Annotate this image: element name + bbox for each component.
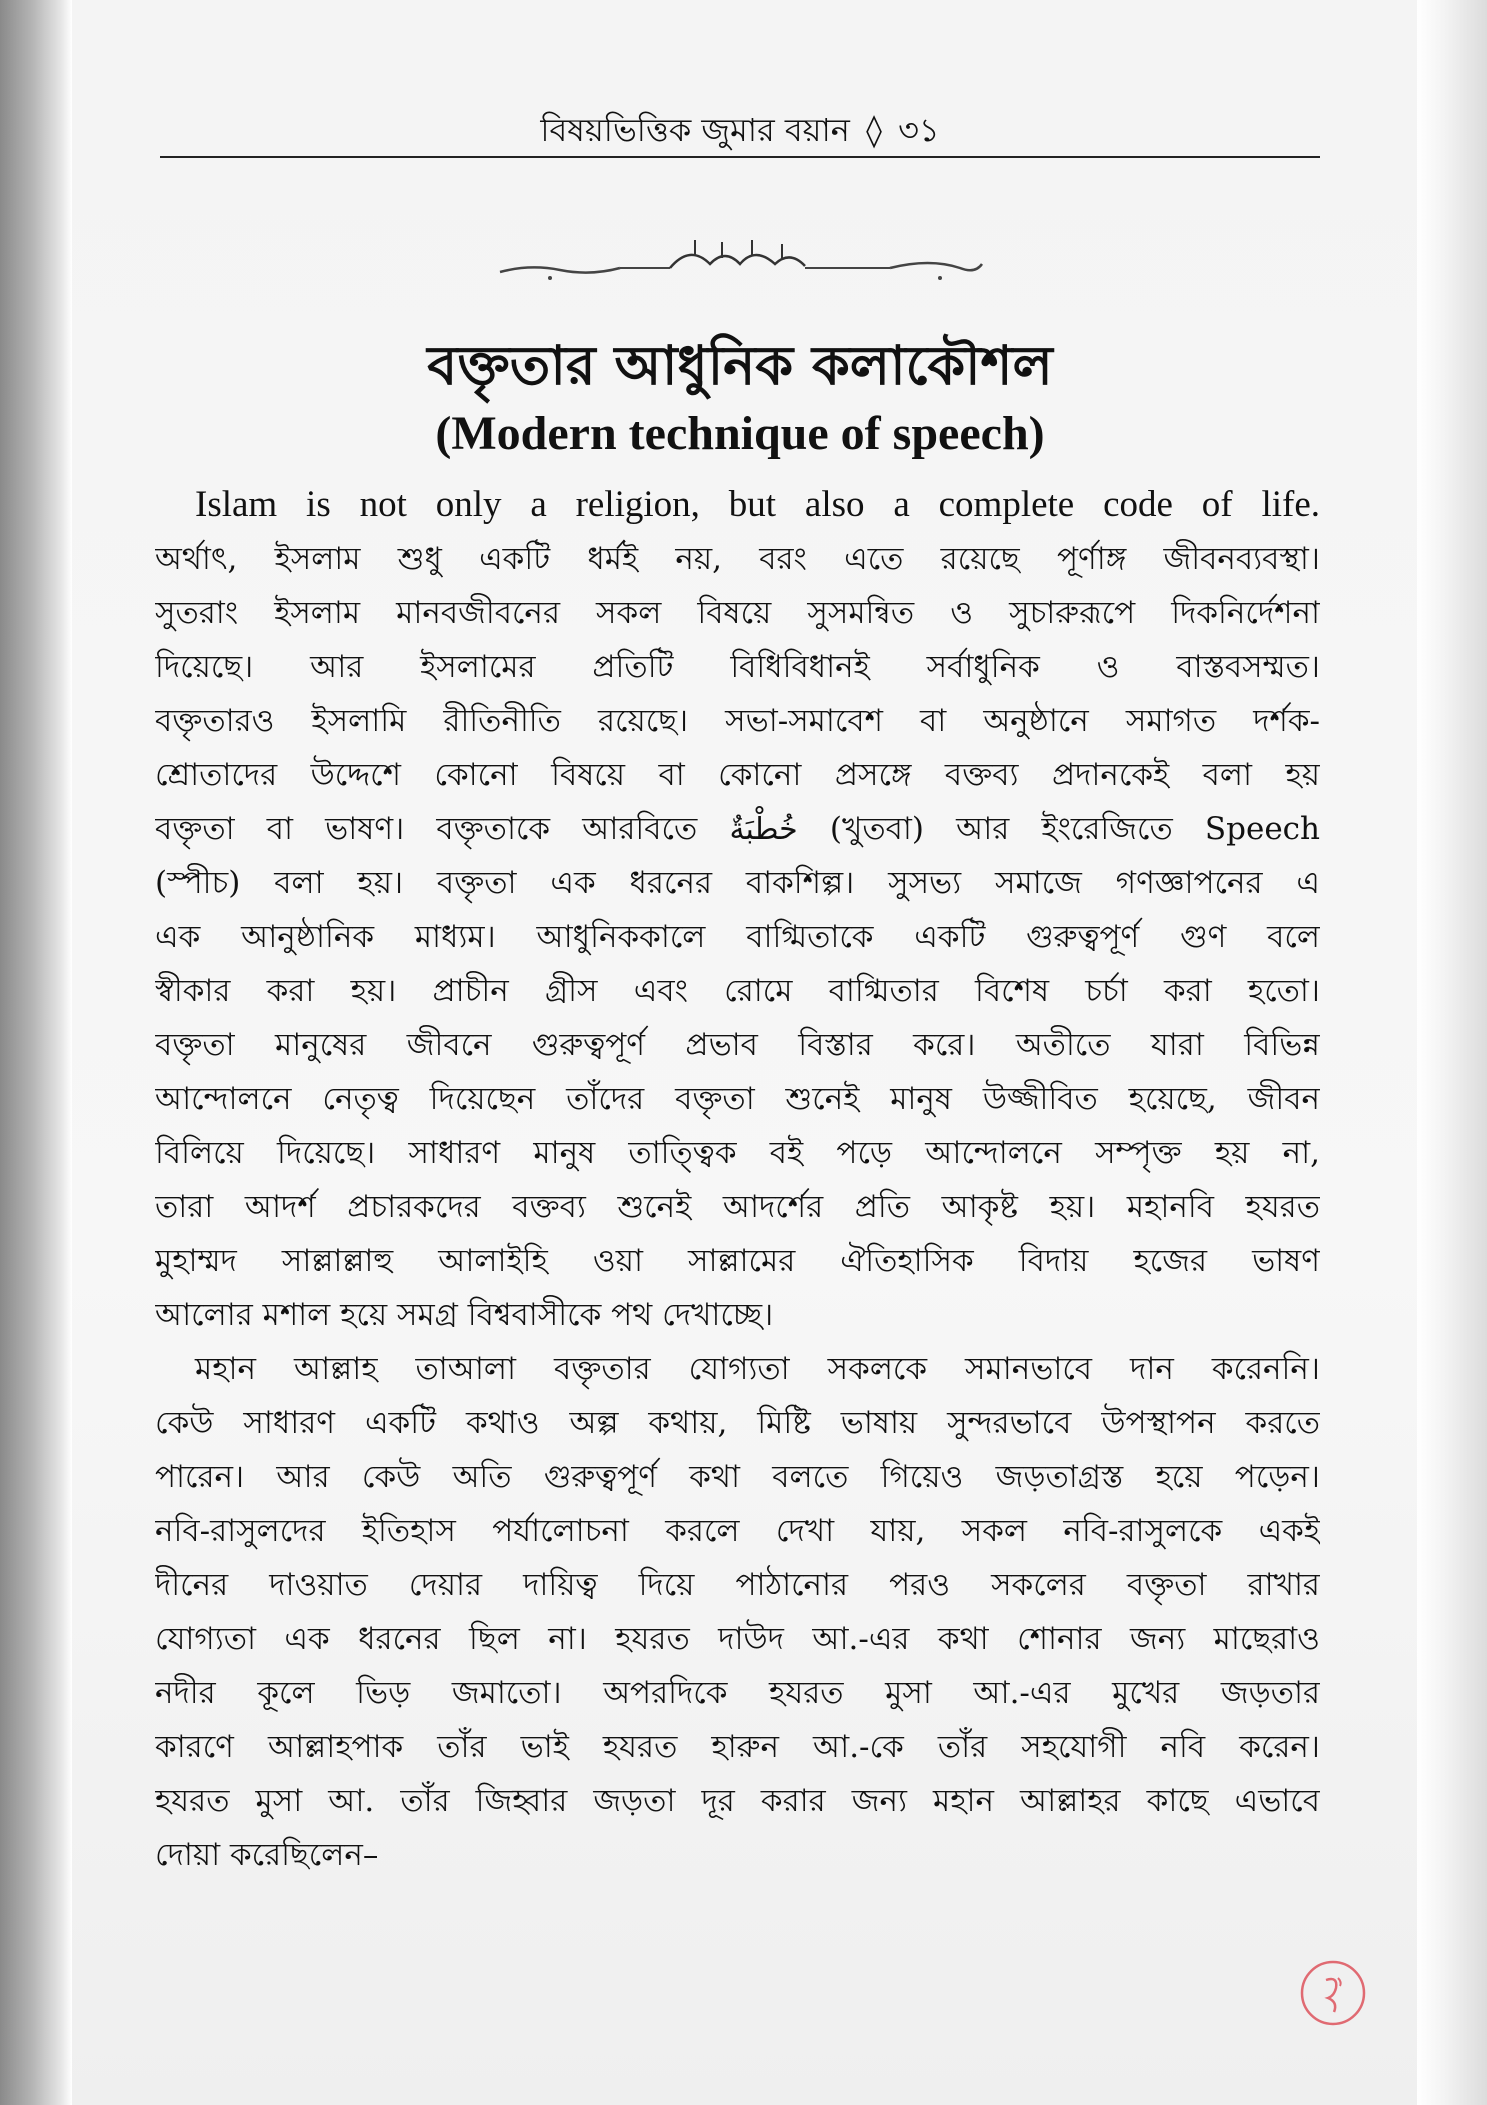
text-line: সুতরাং ইসলাম মানবজীবনের সকল বিষয়ে সুসমন্বিত ও সুচারুরূপে দিকনির্দেশনা [155, 595, 1320, 631]
text-line: হযরত মুসা আ. তাঁর জিহ্বার জড়তা দূর করার জন্য মহান আল্লাহর কাছে এভাবে [155, 1783, 1320, 1819]
text-line: নবি-রাসুলদের ইতিহাস পর্যালোচনা করলে দেখা যায়, সকল নবি-রাসুলকে একই [155, 1513, 1320, 1549]
running-header [160, 108, 1320, 152]
bismillah-calligraphy [490, 234, 990, 290]
chapter-title-bengali: বক্তৃতার আধুনিক কলাকৌশল [427, 333, 1053, 397]
text-line: দোয়া করেছিলেন– [155, 1837, 379, 1873]
text-line: শ্রোতাদের উদ্দেশে কোনো বিষয়ে বা কোনো প্রসঙ্গে বক্তব্য প্রদানকেই বলা হয় [155, 757, 1320, 793]
text-line: আন্দোলনে নেতৃত্ব দিয়েছেন তাঁদের বক্তৃতা শুনেই মানুষ উজ্জীবিত হয়েছে, জীবন [155, 1081, 1320, 1117]
arabic-word-khutbah: خُطْبَةٌ [729, 812, 798, 847]
text-line: বক্তৃতা মানুষের জীবনে গুরুত্বপূর্ণ প্রভাব বিস্তার করে। অতীতে যারা বিভিন্ন [155, 1027, 1320, 1063]
text-line: মহান আল্লাহ তাআলা বক্তৃতার যোগ্যতা সকলকে সমানভাবে দান করেননি। [195, 1351, 1320, 1387]
header-separator-icon: ◊ [866, 111, 882, 149]
text-fragment: বক্তৃতা বা ভাষণ। বক্তৃতাকে আরবিতে [155, 811, 698, 847]
text-line: দিয়েছে। আর ইসলামের প্রতিটি বিধিবিধানই সর্বাধুনিক ও বাস্তবসম্মত। [155, 649, 1320, 685]
text-line: অর্থাৎ, ইসলাম শুধু একটি ধর্মই নয়, বরং এতে রয়েছে পূর্ণাঙ্গ জীবনব্যবস্থা। [155, 541, 1320, 577]
bismillah-text: بسم الله الرحمن الرحيم [740, 288, 751, 289]
text-line: কারণে আল্লাহপাক তাঁর ভাই হযরত হারুন আ.-কে তাঁর সহযোগী নবি করেন। [155, 1729, 1320, 1765]
text-line: বক্তৃতারও ইসলামি রীতিনীতি রয়েছে। সভা-সমাবেশ বা অনুষ্ঠানে সমাগত দর্শক- [155, 703, 1320, 739]
book-title: বিষয়ভিত্তিক জুমার বয়ান [540, 111, 850, 149]
text-line: (স্পীচ) বলা হয়। বক্তৃতা এক ধরনের বাকশিল্প। সুসভ্য সমাজে গণজ্ঞাপনের এ [155, 865, 1320, 901]
text-line: বিলিয়ে দিয়েছে। সাধারণ মানুষ তাত্ত্বিক বই পড়ে আন্দোলনে সম্পৃক্ত হয় না, [155, 1135, 1320, 1171]
page-edge-shadow [1417, 0, 1487, 2105]
page-number: ৩১ [898, 111, 940, 149]
text-line: তারা আদর্শ প্রচারকদের বক্তব্য শুনেই আদর্শের প্রতি আকৃষ্ট হয়। মহানবি হযরত [155, 1189, 1320, 1225]
publisher-stamp-icon [1298, 1958, 1368, 2028]
text-line: এক আনুষ্ঠানিক মাধ্যম। আধুনিককালে বাগ্মিতাকে একটি গুরুত্বপূর্ণ গুণ বলে [155, 919, 1320, 955]
text-line: আলোর মশাল হয়ে সমগ্র বিশ্ববাসীকে পথ দেখাচ্ছে। [155, 1297, 774, 1333]
text-line: Islam is not only a religion, but also a complete code of life. [195, 484, 1320, 525]
text-line: নদীর কূলে ভিড় জমাতো। অপরদিকে হযরত মুসা আ.-এর মুখের জড়তার [155, 1675, 1320, 1711]
text-line: কেউ সাধারণ একটি কথাও অল্প কথায়, মিষ্টি ভাষায় সুন্দরভাবে উপস্থাপন করতে [155, 1405, 1320, 1441]
text-line: দীনের দাওয়াত দেয়ার দায়িত্ব দিয়ে পাঠানোর পরও সকলের বক্তৃতা রাখার [155, 1567, 1320, 1603]
chapter-title-english: (Modern technique of speech) [435, 407, 1045, 460]
text-line [155, 802, 1320, 856]
text-line: স্বীকার করা হয়। প্রাচীন গ্রীস এবং রোমে বাগ্মিতার বিশেষ চর্চা করা হতো। [155, 973, 1320, 1009]
text-line: যোগ্যতা এক ধরনের ছিল না। হযরত দাউদ আ.-এর কথা শোনার জন্য মাছেরাও [155, 1621, 1320, 1657]
header-rule [160, 156, 1320, 158]
body-text [155, 478, 1320, 1882]
text-line: মুহাম্মদ সাল্লাল্লাহু আলাইহি ওয়া সাল্লামের ঐতিহাসিক বিদায় হজের ভাষণ [155, 1243, 1320, 1279]
text-line: পারেন। আর কেউ অতি গুরুত্বপূর্ণ কথা বলতে গিয়েও জড়তাগ্রস্ত হয়ে পড়েন। [155, 1459, 1320, 1495]
page-gutter-shadow [0, 0, 72, 2105]
text-fragment: (খুতবা) আর ইংরেজিতে Speech [829, 811, 1320, 847]
